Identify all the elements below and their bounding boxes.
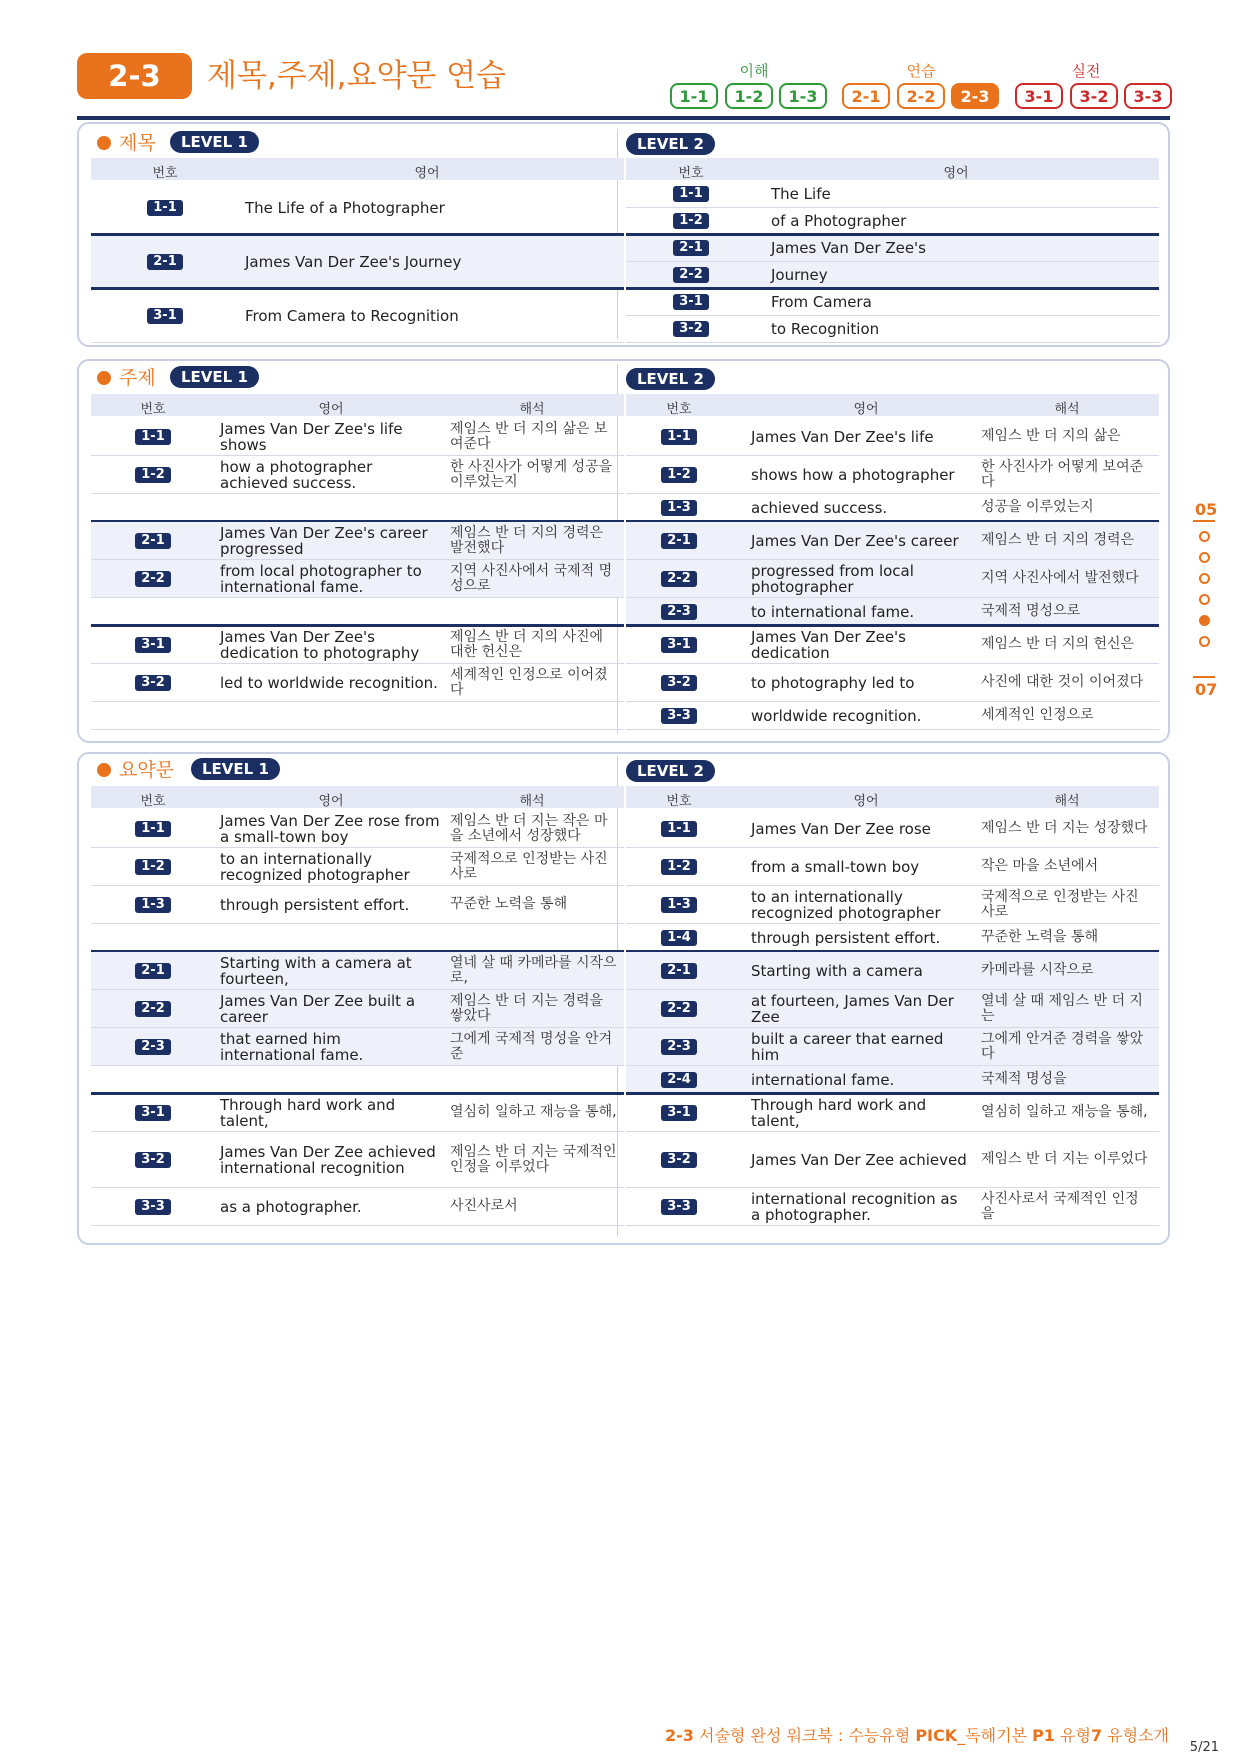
english-text: Through hard work and talent, (220, 1095, 396, 1130)
korean-text: 제임스 반 더 지의 경력은 발전했다 (450, 524, 604, 556)
korean-text: 사진사로서 국제적인 인정을 (981, 1190, 1139, 1222)
row-number-badge: 3-1 (135, 637, 171, 653)
english-text: James Van Der Zee's Journey (245, 252, 462, 271)
table-row (91, 848, 624, 886)
row-number-badge: 1-1 (147, 200, 183, 216)
footer-bold: PICK (915, 1726, 958, 1745)
table-row-empty (91, 924, 624, 952)
table-row (626, 952, 1159, 990)
lesson-badge: 2-3 (77, 53, 192, 99)
side-nav-dot-icon[interactable] (1199, 531, 1210, 542)
english-text: led to worldwide recognition. (220, 673, 438, 692)
row-number-badge: 2-3 (135, 1039, 171, 1055)
row-number-badge: 1-1 (135, 429, 171, 445)
level-badge: LEVEL 2 (626, 368, 715, 390)
row-number-badge: 2-1 (135, 533, 171, 549)
level-badge: LEVEL 1 (170, 131, 259, 153)
english-text: from a small-town boy (751, 857, 920, 876)
table-header (626, 158, 1159, 180)
row-number-badge: 3-3 (661, 1199, 697, 1215)
side-nav-dot-icon[interactable] (1199, 594, 1210, 605)
english-text: The Life (771, 185, 831, 203)
english-text: of a Photographer (771, 212, 907, 230)
korean-text: 그에게 국제적 명성을 안겨준 (450, 1030, 613, 1062)
table-row-empty (91, 494, 624, 522)
korean-text: 제임스 반 더 지의 삶은 보여준다 (450, 420, 608, 452)
table-row (626, 1188, 1159, 1226)
row-number-badge: 1-3 (135, 897, 171, 913)
section-dot-icon (97, 371, 111, 385)
level-badge: LEVEL 2 (626, 133, 715, 155)
table-row (626, 1028, 1159, 1066)
english-text: James Van Der Zee rose from a small-town boy (220, 811, 440, 846)
korean-text: 지역 사진사에서 국제적 명성으로 (450, 562, 613, 594)
row-number-badge: 1-4 (661, 930, 697, 946)
footer-bold: 7 (1090, 1726, 1103, 1745)
table-row (626, 235, 1159, 262)
row-number-badge: 2-2 (135, 1001, 171, 1017)
row-number-badge: 1-2 (661, 859, 697, 875)
table-row (91, 990, 624, 1028)
footer-text: _독해기본 (957, 1726, 1033, 1745)
table-row (626, 1094, 1159, 1132)
english-text: international recognition as a photographer. (751, 1189, 958, 1224)
column-header: 영어 (853, 402, 879, 417)
table-row (626, 456, 1159, 494)
english-text: to an internationally recognized photographer (220, 849, 410, 884)
table-row (91, 560, 624, 598)
row-number-badge: 2-2 (673, 267, 709, 283)
column-header: 번호 (678, 166, 704, 181)
table-row (626, 702, 1159, 730)
side-nav-line (1193, 676, 1215, 678)
row-number-badge: 1-1 (135, 821, 171, 837)
page-title: 제목,주제,요약문 연습 (207, 58, 507, 94)
korean-text: 사진에 대한 것이 이어졌다 (981, 674, 1144, 690)
level-badge: LEVEL 1 (191, 758, 280, 780)
nav-button-2-2[interactable]: 2-2 (897, 83, 945, 109)
group-divider (626, 287, 1159, 290)
english-text: James Van Der Zee's dedication (751, 627, 906, 662)
column-header: 번호 (666, 794, 692, 809)
table-row (91, 886, 624, 924)
korean-text: 세계적인 인정으로 이어졌다 (450, 666, 608, 698)
english-text: to photography led to (751, 673, 915, 692)
korean-text: 작은 마을 소년에서 (981, 858, 1099, 874)
column-header: 영어 (853, 794, 879, 809)
korean-text: 열네 살 때 제임스 반 더 지는 (981, 992, 1143, 1024)
side-nav-line (1193, 520, 1215, 522)
nav-button-3-1[interactable]: 3-1 (1015, 83, 1063, 109)
table-row (626, 208, 1159, 235)
english-text: to an internationally recognized photographer (751, 887, 941, 922)
nav-button-1-2[interactable]: 1-2 (725, 83, 773, 109)
english-text: how a photographer achieved success. (220, 457, 373, 492)
english-text: James Van Der Zee achieved (751, 1150, 967, 1169)
nav-button-1-1[interactable]: 1-1 (670, 83, 718, 109)
row-number-badge: 2-1 (673, 240, 709, 256)
section-dot-icon (97, 763, 111, 777)
row-number-badge: 2-2 (135, 571, 171, 587)
row-number-badge: 2-2 (661, 571, 697, 587)
table-row (626, 522, 1159, 560)
row-number-badge: 1-1 (673, 186, 709, 202)
table-row (626, 1132, 1159, 1188)
table-row-empty (91, 702, 624, 730)
table-row (91, 235, 624, 289)
english-text: from local photographer to international fame. (220, 561, 422, 596)
korean-text: 제임스 반 더 지는 성장했다 (981, 820, 1148, 836)
korean-text: 그에게 안겨준 경력을 쌓았다 (981, 1030, 1144, 1062)
column-header: 영어 (318, 794, 344, 809)
english-text: Starting with a camera at fourteen, (220, 953, 412, 988)
english-text: James Van Der Zee's life shows (220, 419, 403, 454)
row-number-badge: 1-3 (661, 500, 697, 516)
english-text: James Van Der Zee rose (751, 819, 931, 838)
table-header (91, 786, 624, 808)
table-row (91, 952, 624, 990)
column-header: 해석 (519, 794, 545, 809)
header-divider (77, 116, 1170, 120)
nav-button-2-1[interactable]: 2-1 (842, 83, 890, 109)
section-label (97, 758, 174, 782)
row-number-badge: 1-1 (661, 821, 697, 837)
table-row (626, 560, 1159, 598)
english-text: From Camera to Recognition (245, 306, 459, 325)
section-label-text: 요약문 (119, 759, 175, 781)
english-text: James Van Der Zee's career progressed (220, 523, 428, 558)
footer-text: 유형 (1054, 1726, 1091, 1745)
table-row (91, 1188, 624, 1226)
table-row (626, 316, 1159, 343)
korean-text: 사진사로서 (450, 1198, 518, 1214)
nav-button-3-3[interactable]: 3-3 (1124, 83, 1172, 109)
korean-text: 제임스 반 더 지의 헌신은 (981, 636, 1135, 652)
table-header (626, 786, 1159, 808)
english-text: James Van Der Zee's (771, 239, 926, 257)
row-number-badge: 3-3 (661, 708, 697, 724)
english-text: to Recognition (771, 320, 880, 338)
table-row (626, 598, 1159, 626)
column-header: 해석 (519, 402, 545, 417)
nav-button-1-3[interactable]: 1-3 (779, 83, 827, 109)
korean-text: 열심히 일하고 재능을 통해, (450, 1104, 617, 1120)
korean-text: 한 사진사가 어떻게 성공을 이루었는지 (450, 458, 613, 490)
column-header: 번호 (152, 166, 178, 181)
english-text: achieved success. (751, 498, 888, 517)
row-number-badge: 2-1 (661, 533, 697, 549)
row-number-badge: 3-1 (661, 1105, 697, 1121)
footer-bold: P1 (1032, 1726, 1055, 1745)
row-number-badge: 3-3 (135, 1199, 171, 1215)
nav-button-2-3[interactable]: 2-3 (951, 83, 999, 109)
english-text: James Van Der Zee achieved international recognition (220, 1142, 436, 1177)
korean-text: 세계적인 인정으로 (981, 707, 1094, 723)
english-text: Journey (771, 266, 828, 284)
row-number-badge: 3-1 (135, 1105, 171, 1121)
row-number-badge: 1-2 (135, 467, 171, 483)
row-number-badge: 3-1 (661, 637, 697, 653)
column-header: 영어 (318, 402, 344, 417)
table-row (91, 456, 624, 494)
row-number-badge: 3-2 (673, 321, 709, 337)
korean-text: 국제적 명성으로 (981, 603, 1081, 619)
korean-text: 한 사진사가 어떻게 보여준다 (981, 458, 1144, 490)
side-nav-dot-icon[interactable] (1199, 573, 1210, 584)
english-text: built a career that earned him (751, 1029, 944, 1064)
footer-text: 유형소개 (1102, 1726, 1169, 1745)
korean-text: 열심히 일하고 재능을 통해, (981, 1104, 1148, 1120)
level-badge: LEVEL 1 (170, 366, 259, 388)
english-text: worldwide recognition. (751, 706, 922, 725)
korean-text: 꾸준한 노력을 통해 (981, 929, 1099, 945)
table-row (626, 664, 1159, 702)
korean-text: 제임스 반 더 지는 경력을 쌓았다 (450, 992, 604, 1024)
section-label (97, 366, 156, 390)
table-row-empty (91, 598, 624, 626)
side-nav-dot-icon[interactable] (1199, 636, 1210, 647)
table-row (626, 924, 1159, 952)
korean-text: 국제적으로 인정받는 사진사로 (981, 888, 1139, 920)
english-text: shows how a photographer (751, 465, 955, 484)
english-text: that earned him international fame. (220, 1029, 364, 1064)
table-row (626, 494, 1159, 522)
table-row (626, 626, 1159, 664)
table-header (626, 394, 1159, 416)
row-number-badge: 2-3 (661, 604, 697, 620)
table-row (626, 289, 1159, 316)
column-header: 영어 (414, 166, 440, 181)
table-header (91, 158, 624, 180)
page-number: 5/21 (1189, 1740, 1219, 1755)
korean-text: 열네 살 때 카메라를 시작으로, (450, 954, 617, 986)
row-number-badge: 3-2 (661, 1152, 697, 1168)
english-text: through persistent effort. (751, 928, 941, 947)
table-row (626, 886, 1159, 924)
footer-prefix: 2-3 (665, 1726, 694, 1745)
group-divider (91, 287, 624, 290)
table-row (91, 1028, 624, 1066)
side-nav-dot-icon[interactable] (1199, 615, 1210, 626)
table-row (626, 848, 1159, 886)
english-text: at fourteen, James Van Der Zee (751, 991, 954, 1026)
korean-text: 국제적으로 인정받는 사진사로 (450, 850, 608, 882)
korean-text: 국제적 명성을 (981, 1071, 1067, 1087)
english-text: as a photographer. (220, 1197, 362, 1216)
english-text: to international fame. (751, 602, 915, 621)
row-number-badge: 2-3 (661, 1039, 697, 1055)
table-row (91, 522, 624, 560)
korean-text: 지역 사진사에서 발전했다 (981, 570, 1139, 586)
row-number-badge: 3-1 (673, 294, 709, 310)
level-badge: LEVEL 2 (626, 760, 715, 782)
table-row (91, 664, 624, 702)
row-number-badge: 3-2 (135, 675, 171, 691)
nav-category-label: 실전 (1071, 62, 1101, 80)
english-text: Starting with a camera (751, 961, 923, 980)
table-row (626, 262, 1159, 289)
side-nav-dot-icon[interactable] (1199, 552, 1210, 563)
nav-button-3-2[interactable]: 3-2 (1070, 83, 1118, 109)
row-number-badge: 3-2 (661, 675, 697, 691)
table-header (91, 394, 624, 416)
column-header: 번호 (140, 402, 166, 417)
table-row (91, 626, 624, 664)
english-text: James Van Der Zee's career (751, 531, 959, 550)
table-row (626, 1066, 1159, 1094)
column-header: 번호 (666, 402, 692, 417)
korean-text: 제임스 반 더 지는 이루었다 (981, 1151, 1148, 1167)
english-text: Through hard work and talent, (751, 1095, 927, 1130)
table-row (626, 418, 1159, 456)
table-row (91, 1132, 624, 1188)
nav-category-label: 이해 (739, 62, 769, 80)
row-number-badge: 2-2 (661, 1001, 697, 1017)
english-text: The Life of a Photographer (245, 198, 445, 217)
table-row (626, 990, 1159, 1028)
english-text: James Van Der Zee built a career (220, 991, 416, 1026)
row-number-badge: 1-2 (135, 859, 171, 875)
table-row (626, 181, 1159, 208)
section-label-text: 주제 (119, 367, 156, 389)
table-row (91, 181, 624, 235)
korean-text: 제임스 반 더 지의 경력은 (981, 532, 1135, 548)
korean-text: 제임스 반 더 지의 삶은 (981, 428, 1121, 444)
nav-category-label: 연습 (906, 62, 936, 80)
footer-text: 서술형 완성 워크북 : 수능유형 (693, 1726, 916, 1745)
english-text: progressed from local photographer (751, 561, 914, 596)
column-header: 번호 (140, 794, 166, 809)
row-number-badge: 3-1 (147, 308, 183, 324)
section-label (97, 131, 156, 155)
korean-text: 꾸준한 노력을 통해 (450, 896, 568, 912)
english-text: James Van Der Zee's dedication to photography (220, 627, 420, 662)
row-number-badge: 2-1 (147, 254, 183, 270)
footer (665, 1723, 1169, 1746)
english-text: James Van Der Zee's life (751, 427, 934, 446)
row-number-badge: 1-3 (661, 897, 697, 913)
row-number-badge: 1-2 (661, 467, 697, 483)
row-number-badge: 3-2 (135, 1152, 171, 1168)
column-header: 해석 (1054, 402, 1080, 417)
row-number-badge: 2-1 (661, 963, 697, 979)
table-row (626, 810, 1159, 848)
english-text: through persistent effort. (220, 895, 410, 914)
column-header: 해석 (1054, 794, 1080, 809)
korean-text: 카메라를 시작으로 (981, 962, 1094, 978)
table-row (91, 1094, 624, 1132)
side-nav-bottom[interactable]: 07 (1195, 680, 1218, 699)
english-text: international fame. (751, 1070, 895, 1089)
row-number-badge: 2-4 (661, 1072, 697, 1088)
english-text: From Camera (771, 293, 872, 311)
side-nav-top[interactable]: 05 (1195, 500, 1218, 519)
table-row-empty (91, 1066, 624, 1094)
korean-text: 성공을 이루었는지 (981, 499, 1094, 515)
table-row (91, 418, 624, 456)
section-label-text: 제목 (119, 132, 156, 154)
row-number-badge: 1-1 (661, 429, 697, 445)
group-divider (626, 233, 1159, 236)
korean-text: 제임스 반 더 지는 작은 마을 소년에서 성장했다 (450, 812, 608, 844)
row-number-badge: 1-2 (673, 213, 709, 229)
section-dot-icon (97, 136, 111, 150)
korean-text: 제임스 반 더 지는 국제적인 인정을 이루었다 (450, 1143, 617, 1175)
column-header: 영어 (943, 166, 969, 181)
table-row (91, 289, 624, 343)
group-divider (91, 233, 624, 236)
table-row (91, 810, 624, 848)
korean-text: 제임스 반 더 지의 사진에 대한 헌신은 (450, 628, 604, 660)
row-number-badge: 2-1 (135, 963, 171, 979)
